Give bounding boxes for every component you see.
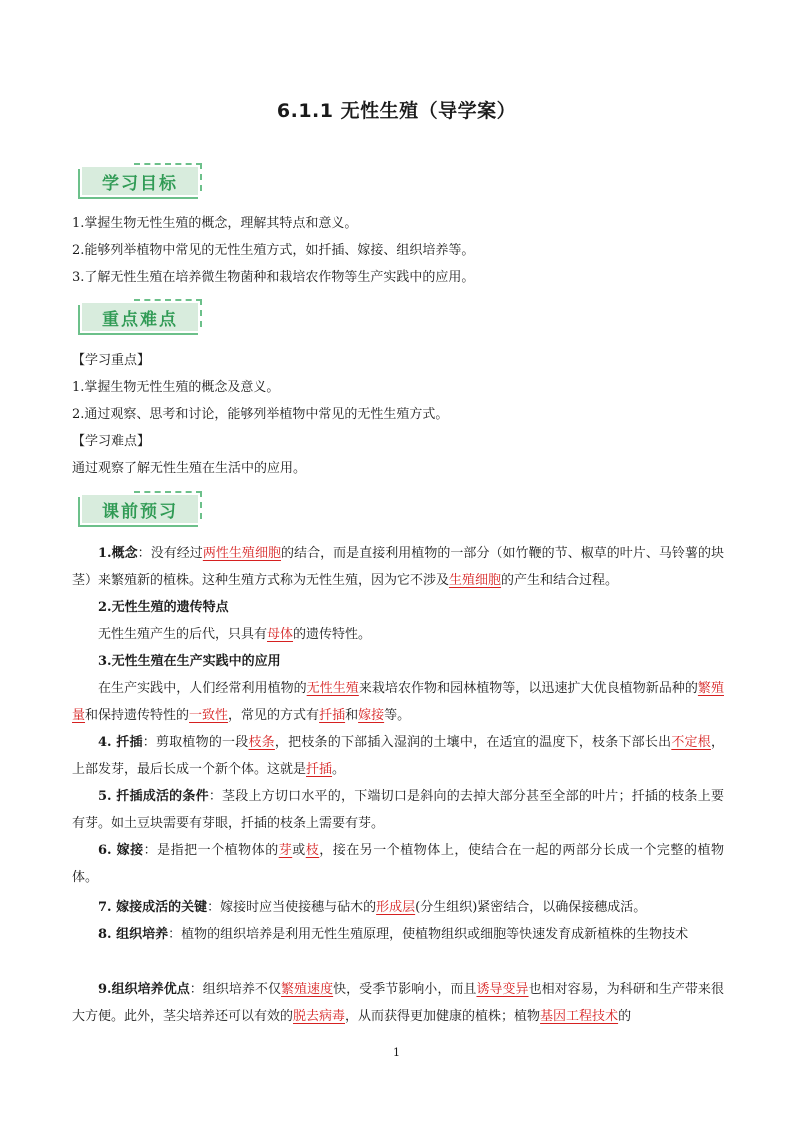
answer-blank: 基因工程技术 (540, 1009, 619, 1024)
answer-blank: 无性生殖 (306, 681, 359, 696)
preview-heading-application: 3.无性生殖在生产实践中的应用 (98, 654, 281, 669)
answer-blank: 扦插 (306, 762, 333, 777)
item-heading: 9.组织培养优点 (98, 982, 190, 997)
answer-blank: 繁殖量 (72, 681, 724, 723)
preview-tissue-culture: 8. 组织培养：植物的组织培养是利用无性生殖原理，使植物组织或细胞等快速发育成新植株的生物技术 (98, 927, 689, 942)
preview-grafting: 6. 嫁接：是指把一个植物体的芽或枝，接在另一个植物体上，使结合在一起的两部分长成一个完整的植物体。 (72, 843, 724, 885)
page-title: 6.1.1 无性生殖（导学案） (276, 100, 517, 122)
preview-concept: 1.概念：没有经过两性生殖细胞的结合，而是直接利用植物的一部分（如竹鞭的节、椒草的叶片、马铃薯的块茎）来繁殖新的植株。这种生殖方式称为无性生殖，因为它不涉及生殖细胞的产生和结合过程。 (72, 546, 724, 588)
answer-blank: 形成层 (376, 900, 416, 915)
preview-application: 在生产实践中，人们经常利用植物的无性生殖来栽培农作物和园林植物等，以迅速扩大优良植物新品种的繁殖量和保持遗传特性的一致性，常见的方式有扦插和嫁接等。 (72, 681, 724, 723)
preview-grafting-key: 7. 嫁接成活的关键：嫁接时应当使接穗与砧木的形成层(分生组织)紧密结合，以确保接穗成活。 (98, 900, 647, 915)
section-label-objectives: 学习目标 (102, 173, 178, 194)
objective-item: 3.了解无性生殖在培养微生物菌种和栽培农作物等生产实践中的应用。 (72, 270, 475, 285)
item-heading: 1.概念 (98, 546, 138, 561)
objective-item: 2.能够列举植物中常见的无性生殖方式，如扦插、嫁接、组织培养等。 (72, 243, 475, 258)
difficulty-text: 通过观察了解无性生殖在生活中的应用。 (72, 461, 307, 476)
section-badge-objectives (78, 163, 202, 199)
focus-item: 1.掌握生物无性生殖的概念及意义。 (72, 380, 280, 395)
objective-item: 1.掌握生物无性生殖的概念，理解其特点和意义。 (72, 216, 358, 231)
preview-cutting: 4. 扦插：剪取植物的一段枝条，把枝条的下部插入湿润的土壤中，在适宜的温度下，枝条下部长出不定根，上部发芽，最后长成一个新个体。这就是扦插。 (72, 735, 724, 777)
item-heading: 6. 嫁接 (98, 843, 144, 858)
preview-genetics: 无性生殖产生的后代，只具有母体的遗传特性。 (98, 627, 372, 642)
answer-blank: 不定根 (671, 735, 711, 750)
item-heading: 5. 扦插成活的条件 (98, 789, 209, 804)
preview-heading-genetics: 2.无性生殖的遗传特点 (98, 600, 229, 615)
focus-header: 【学习重点】 (72, 353, 151, 368)
answer-blank: 扦插 (319, 708, 346, 723)
difficulty-header: 【学习难点】 (72, 434, 151, 449)
section-badge-preview (78, 491, 202, 527)
answer-blank: 枝条 (248, 735, 275, 750)
answer-blank: 脱去病毒 (293, 1009, 346, 1024)
answer-blank: 两性生殖细胞 (202, 546, 282, 561)
section-badge-key-points (78, 299, 202, 335)
answer-blank: 生殖细胞 (449, 573, 502, 588)
answer-blank: 诱导变异 (476, 982, 529, 997)
item-heading: 4. 扦插 (98, 735, 143, 750)
answer-blank: 母体 (267, 627, 294, 642)
item-heading: 7. 嫁接成活的关键 (98, 900, 208, 915)
answer-blank: 枝 (305, 843, 320, 858)
answer-blank: 嫁接 (358, 708, 385, 723)
section-label-preview: 课前预习 (102, 501, 178, 522)
item-heading: 8. 组织培养 (98, 927, 169, 942)
answer-blank: 一致性 (189, 708, 229, 723)
page-number: 1 (393, 1046, 400, 1059)
answer-blank: 繁殖速度 (280, 982, 334, 997)
preview-tissue-culture-advantages: 9.组织培养优点：组织培养不仅繁殖速度快，受季节影响小，而且诱导变异也相对容易，为科研和生产带来很大方便。此外，茎尖培养还可以有效的脱去病毒，从而获得更加健康的植株；植物基因工程技术的 (72, 982, 724, 1024)
section-label-key-points: 重点难点 (102, 309, 178, 330)
focus-item: 2.通过观察、思考和讨论，能够列举植物中常见的无性生殖方式。 (72, 407, 449, 422)
answer-blank: 芽 (278, 843, 293, 858)
preview-cutting-conditions: 5. 扦插成活的条件：茎段上方切口水平的，下端切口是斜向的去掉大部分甚至全部的叶片；扦插的枝条上要有芽。如土豆块需要有芽眼，扦插的枝条上需要有芽。 (72, 789, 724, 831)
